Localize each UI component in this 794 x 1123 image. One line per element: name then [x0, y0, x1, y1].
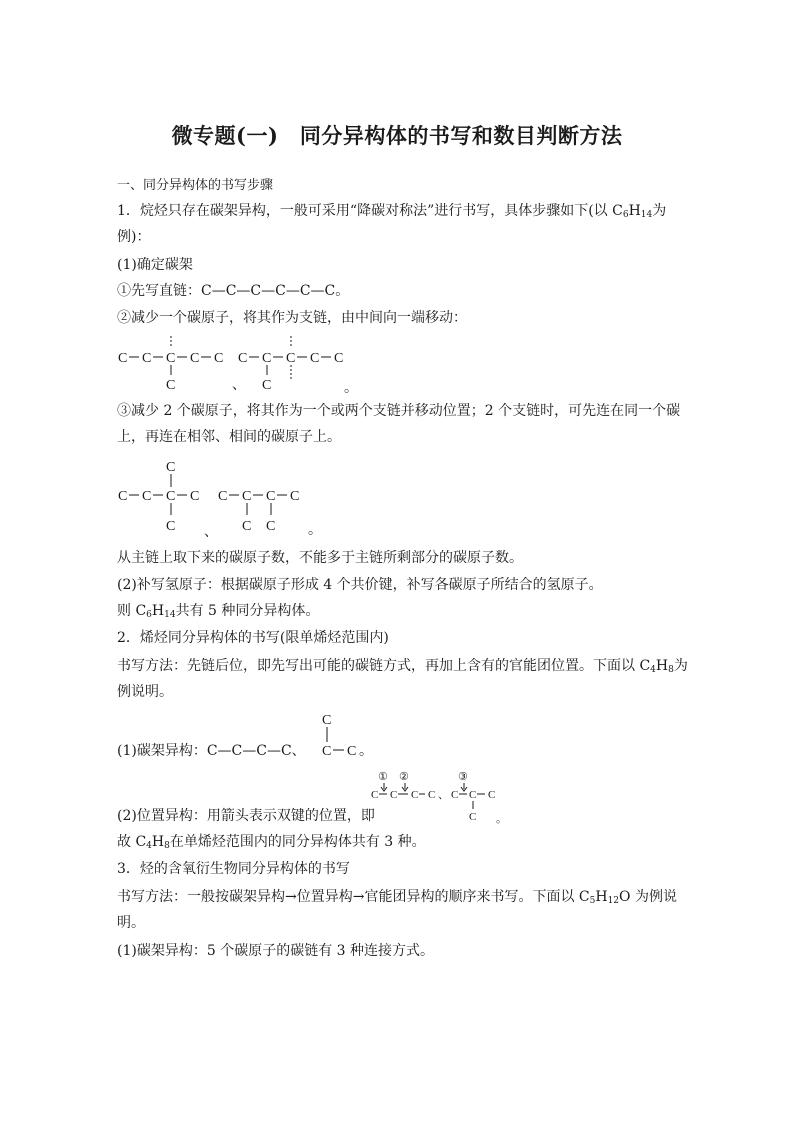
- section-2-method-line-1: 书写方法：先链后位，即先写出可能的碳链方式，再加上含有的官能团位置。下面以 $C_4H_8$为: [117, 658, 688, 675]
- section-3-method-line-1: 书写方法：一般按碳架异构→位置异构→官能团异构的顺序来书写。下面以 $C_5H_{12}O$ 为例说: [117, 889, 677, 906]
- section-heading: 一、同分异构体的书写步骤: [117, 178, 274, 193]
- section-2-method-line-2: 例说明。: [117, 684, 173, 700]
- svg-text:C: C: [469, 811, 477, 823]
- svg-text:。: 。: [496, 813, 507, 825]
- svg-text:C: C: [166, 519, 176, 534]
- svg-text:。: 。: [359, 744, 373, 759]
- step-1-label: (1)确定碳架: [117, 257, 193, 273]
- svg-text:C: C: [266, 489, 276, 504]
- svg-text:C: C: [242, 519, 252, 534]
- section-3-method-line-2: 明。: [117, 915, 145, 931]
- step-1b: ②减少一个碳原子，将其作为支链，由中间向一端移动：: [117, 310, 467, 326]
- svg-text:C: C: [262, 378, 272, 393]
- svg-text:C: C: [142, 351, 152, 366]
- svg-text:C: C: [242, 489, 252, 504]
- svg-text:C: C: [142, 489, 152, 504]
- section-2-summary: 故 $C_4H_8$在单烯烃范围内的同分异构体共有 3 种。: [117, 834, 426, 851]
- section-3-heading: 3．烃的含氧衍生物同分异构体的书写: [117, 861, 350, 877]
- svg-text:、: 、: [204, 525, 218, 540]
- circled-3: ③: [458, 771, 468, 783]
- section-3-step-1: (1)碳架异构：5 个碳原子的碳链有 3 种连接方式。: [117, 943, 434, 959]
- svg-text:C: C: [190, 351, 200, 366]
- svg-text:C: C: [286, 351, 296, 366]
- svg-text:C: C: [290, 489, 300, 504]
- svg-text:C: C: [166, 489, 176, 504]
- svg-text:C: C: [451, 789, 459, 801]
- svg-text:C: C: [262, 351, 272, 366]
- separator: 、: [232, 378, 246, 393]
- step-1c-line-1: ③减少 2 个碳原子，将其作为一个或两个支链并移动位置；2 个支链时，可先连在同一个碳: [117, 403, 681, 419]
- svg-text:C: C: [238, 351, 248, 366]
- svg-text:C: C: [371, 789, 379, 801]
- paragraph-1-line-1: 1．烷烃只存在碳架异构，一般可采用“降碳对称法”进行书写，具体步骤如下(以 $C_6H_{14}$为: [117, 203, 667, 220]
- svg-text:C: C: [334, 351, 344, 366]
- svg-text:C: C: [469, 789, 477, 801]
- svg-text:C: C: [166, 460, 176, 475]
- svg-text:C: C: [310, 351, 320, 366]
- svg-text:C: C: [118, 489, 128, 504]
- step-2: (2)补写氢原子：根据碳原子形成 4 个共价键，补写各碳原子所结合的氢原子。: [117, 577, 603, 593]
- svg-text:C: C: [488, 789, 496, 801]
- svg-text:C: C: [428, 789, 436, 801]
- svg-text:C: C: [411, 789, 419, 801]
- svg-text:C: C: [166, 351, 176, 366]
- branched-skeleton: [293, 708, 373, 764]
- svg-text:C: C: [347, 744, 357, 759]
- chain-c: C: [118, 351, 128, 366]
- svg-text:。: 。: [308, 523, 322, 538]
- position-isomer-label: (2)位置异构：用箭头表示双键的位置，即: [117, 808, 375, 824]
- svg-text:、: 、: [438, 789, 449, 801]
- svg-text:C: C: [214, 351, 224, 366]
- page-title: 微专题(一) 同分异构体的书写和数目判断方法: [171, 123, 623, 148]
- step-1c-line-2: 上，再连在相邻、相间的碳原子上。: [117, 429, 341, 445]
- svg-text:C: C: [390, 789, 398, 801]
- circled-2: ②: [399, 771, 409, 783]
- svg-text:C: C: [266, 519, 276, 534]
- svg-text:C: C: [218, 489, 228, 504]
- summary-1: 则 $C_6H_{14}$共有 5 种同分异构体。: [117, 603, 320, 620]
- svg-text:C: C: [190, 489, 200, 504]
- circled-1: ①: [378, 771, 388, 783]
- paragraph-1-line-2: 例)：: [117, 229, 151, 245]
- note-1: 从主链上取下来的碳原子数，不能多于主链所剩部分的碳原子数。: [117, 550, 523, 566]
- branch-diagram-1: [112, 334, 372, 398]
- svg-text:C: C: [322, 744, 332, 759]
- svg-text:C: C: [166, 378, 176, 393]
- position-isomer-diagram: [368, 767, 518, 825]
- step-1a: ①先写直链：C—C—C—C—C—C。: [117, 283, 350, 299]
- skeleton-isomer-label: (1)碳架异构：C—C—C—C、: [117, 743, 306, 759]
- period: 。: [344, 381, 358, 396]
- branch-diagram-2: [112, 452, 342, 544]
- svg-text:C: C: [322, 713, 332, 728]
- section-2-heading: 2．烯烃同分异构体的书写(限单烯烃范围内): [117, 630, 389, 646]
